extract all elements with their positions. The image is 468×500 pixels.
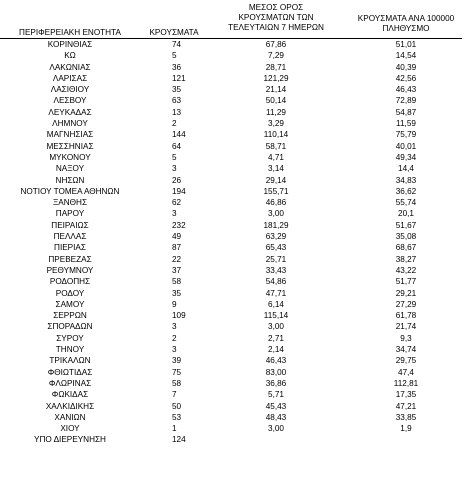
cell-region: ΝΗΣΩΝ bbox=[55, 175, 85, 185]
cell-region: ΡΟΔΟΥ bbox=[55, 288, 85, 298]
cell-cases: 144 bbox=[172, 130, 186, 140]
cell-avg7: 47,71 bbox=[265, 288, 287, 298]
table-row bbox=[0, 129, 468, 140]
cell-per100k: 112,81 bbox=[393, 378, 419, 388]
table-row bbox=[0, 355, 468, 366]
cell-region: ΣΠΟΡΑΔΩΝ bbox=[47, 322, 93, 332]
table-row bbox=[0, 50, 468, 61]
cell-cases: 5 bbox=[172, 51, 177, 61]
cell-cases: 3 bbox=[172, 209, 177, 219]
cell-per100k: 47,4 bbox=[398, 367, 414, 377]
cell-per100k: 17,35 bbox=[395, 390, 417, 400]
table-row bbox=[0, 389, 468, 400]
table-row bbox=[0, 321, 468, 332]
cell-avg7: 11,29 bbox=[266, 107, 286, 117]
cell-avg7: 3,29 bbox=[268, 119, 284, 129]
table-row bbox=[0, 152, 468, 163]
cell-cases: 58 bbox=[172, 277, 182, 287]
cell-per100k: 49,34 bbox=[395, 152, 417, 162]
header-avg7 bbox=[208, 3, 344, 33]
cell-region: ΜΥΚΟΝΟΥ bbox=[49, 152, 91, 162]
cell-per100k: 20,1 bbox=[398, 209, 414, 219]
cell-per100k: 75,79 bbox=[395, 130, 417, 140]
table-row bbox=[0, 265, 468, 276]
cell-region: ΦΛΩΡΙΝΑΣ bbox=[48, 378, 92, 388]
cell-avg7: 121,29 bbox=[263, 73, 289, 83]
cell-cases: 3 bbox=[172, 345, 177, 355]
cell-per100k: 11,59 bbox=[396, 119, 416, 129]
cell-per100k: 14,4 bbox=[398, 164, 414, 174]
header-cases: ΚΡΟΥΣΜΑΤΑ bbox=[149, 28, 199, 37]
table-row bbox=[0, 344, 468, 355]
cell-avg7: 3,00 bbox=[268, 424, 284, 434]
table-row bbox=[0, 242, 468, 253]
cell-cases: 7 bbox=[172, 390, 177, 400]
cell-cases: 64 bbox=[172, 141, 182, 151]
cell-per100k: 40,01 bbox=[395, 141, 417, 151]
cell-cases: 74 bbox=[172, 40, 182, 49]
cell-per100k: 34,83 bbox=[395, 175, 417, 185]
table-row bbox=[0, 118, 468, 129]
table-row bbox=[0, 423, 468, 434]
cell-cases: 9 bbox=[172, 299, 177, 309]
cell-cases: 36 bbox=[172, 62, 182, 72]
cell-avg7: 2,14 bbox=[268, 345, 284, 355]
cell-region: ΠΡΕΒΕΖΑΣ bbox=[48, 254, 92, 264]
cell-per100k: 34,74 bbox=[395, 345, 417, 355]
header-avg7-line3: ΤΕΛΕΥΤΑΙΩΝ 7 ΗΜΕΡΩΝ bbox=[228, 23, 324, 32]
cell-cases: 75 bbox=[172, 367, 182, 377]
table-row bbox=[0, 378, 468, 389]
cell-cases: 39 bbox=[172, 356, 182, 366]
cell-per100k: 29,21 bbox=[395, 288, 417, 298]
table-row bbox=[0, 310, 468, 321]
cell-cases: 13 bbox=[172, 107, 182, 117]
cell-cases: 53 bbox=[172, 412, 182, 422]
table-row bbox=[0, 175, 468, 186]
cell-per100k: 51,77 bbox=[395, 277, 417, 287]
cell-cases: 232 bbox=[172, 220, 186, 230]
cell-region: ΛΕΣΒΟΥ bbox=[53, 96, 87, 106]
table-row bbox=[0, 434, 468, 445]
cell-avg7: 54,86 bbox=[265, 277, 287, 287]
cell-avg7: 5,71 bbox=[268, 390, 284, 400]
table-row bbox=[0, 107, 468, 118]
cell-per100k: 27,29 bbox=[395, 299, 417, 309]
cell-per100k: 61,78 bbox=[395, 311, 417, 321]
table-row bbox=[0, 412, 468, 423]
cell-per100k: 35,08 bbox=[395, 232, 417, 242]
cell-avg7: 67,86 bbox=[265, 40, 287, 49]
cell-cases: 121 bbox=[172, 73, 186, 83]
table-row bbox=[0, 208, 468, 219]
table-row bbox=[0, 95, 468, 106]
table-row bbox=[0, 73, 468, 84]
cell-per100k: 9,3 bbox=[400, 333, 412, 343]
cell-avg7: 83,00 bbox=[265, 367, 287, 377]
cell-avg7: 2,71 bbox=[268, 333, 284, 343]
cell-region: ΛΕΥΚΑΔΑΣ bbox=[48, 107, 92, 117]
cell-avg7: 46,86 bbox=[265, 198, 287, 208]
cell-region: ΠΙΕΡΙΑΣ bbox=[54, 243, 86, 253]
cell-region: ΣΥΡΟΥ bbox=[56, 333, 84, 343]
table-row bbox=[0, 231, 468, 242]
cell-region: ΥΠΟ ΔΙΕΡΕΥΝΗΣΗ bbox=[34, 435, 106, 445]
header-region: ΠΕΡΙΦΕΡΕΙΑΚΗ ΕΝΟΤΗΤΑ bbox=[19, 28, 121, 37]
cell-avg7: 36,86 bbox=[265, 378, 287, 388]
cell-region: ΡΟΔΟΠΗΣ bbox=[49, 277, 91, 287]
cell-avg7: 28,71 bbox=[265, 62, 287, 72]
cell-per100k: 33,85 bbox=[395, 412, 417, 422]
table-row bbox=[0, 84, 468, 95]
cell-avg7: 63,29 bbox=[265, 232, 287, 242]
cell-per100k: 43,22 bbox=[395, 265, 417, 275]
table-row bbox=[0, 39, 468, 50]
cell-avg7: 7,29 bbox=[268, 51, 284, 61]
cell-region: ΝΑΞΟΥ bbox=[55, 164, 85, 174]
cell-cases: 49 bbox=[172, 232, 182, 242]
cell-per100k: 36,62 bbox=[395, 186, 417, 196]
cell-region: ΜΑΓΝΗΣΙΑΣ bbox=[46, 130, 94, 140]
cell-per100k: 55,74 bbox=[395, 198, 417, 208]
cell-per100k: 40,39 bbox=[395, 62, 417, 72]
cell-avg7 bbox=[208, 434, 344, 445]
cell-region: ΚΩ bbox=[64, 51, 76, 61]
cell-avg7: 6,14 bbox=[268, 299, 284, 309]
cell-region: ΦΘΙΩΤΙΔΑΣ bbox=[47, 367, 93, 377]
cell-cases: 35 bbox=[172, 85, 182, 95]
cell-avg7: 48,43 bbox=[265, 412, 287, 422]
header-per100k-line2: ΠΛΗΘΥΣΜΟ bbox=[382, 24, 430, 33]
table-row bbox=[0, 62, 468, 73]
table-body bbox=[0, 39, 468, 446]
cell-cases: 2 bbox=[172, 119, 177, 129]
cell-avg7: 110,14 bbox=[263, 130, 289, 140]
cell-per100k: 38,27 bbox=[395, 254, 417, 264]
cell-avg7: 45,43 bbox=[265, 401, 287, 411]
cell-region: ΠΕΛΛΑΣ bbox=[53, 232, 87, 242]
table-row bbox=[0, 186, 468, 197]
cell-avg7: 33,43 bbox=[265, 265, 287, 275]
cell-per100k: 68,67 bbox=[395, 243, 417, 253]
table-row bbox=[0, 299, 468, 310]
cell-cases: 109 bbox=[172, 311, 186, 321]
header-avg7-line2: ΚΡΟΥΣΜΑΤΩΝ ΤΩΝ bbox=[238, 13, 314, 22]
table-row bbox=[0, 141, 468, 152]
cell-region: ΞΑΝΘΗΣ bbox=[52, 198, 88, 208]
cell-cases: 58 bbox=[172, 378, 182, 388]
cell-per100k: 42,56 bbox=[395, 73, 417, 83]
header-avg7-line1: ΜΕΣΟΣ ΟΡΟΣ bbox=[248, 3, 304, 12]
table-row bbox=[0, 197, 468, 208]
cell-region: ΝΟΤΙΟΥ ΤΟΜΕΑ ΑΘΗΝΩΝ bbox=[20, 186, 120, 196]
table-row bbox=[0, 401, 468, 412]
cell-per100k: 51,67 bbox=[395, 220, 417, 230]
cell-region: ΚΟΡΙΝΘΙΑΣ bbox=[47, 40, 93, 49]
cell-region: ΧΙΟΥ bbox=[60, 424, 80, 434]
cell-cases: 63 bbox=[172, 96, 182, 106]
cell-region: ΠΕΙΡΑΙΩΣ bbox=[51, 220, 89, 230]
cell-avg7: 181,29 bbox=[263, 220, 289, 230]
cell-per100k: 46,43 bbox=[395, 85, 417, 95]
cell-avg7: 3,14 bbox=[268, 164, 284, 174]
cell-per100k: 51,01 bbox=[395, 40, 417, 49]
table-row bbox=[0, 333, 468, 344]
cell-region: ΣΕΡΡΩΝ bbox=[53, 311, 87, 321]
cell-avg7: 25,71 bbox=[265, 254, 287, 264]
cell-avg7: 3,00 bbox=[268, 322, 284, 332]
cell-avg7: 155,71 bbox=[263, 186, 289, 196]
cell-region: ΛΑΣΙΘΙΟΥ bbox=[50, 85, 90, 95]
cell-per100k: 72,89 bbox=[395, 96, 417, 106]
cell-region: ΦΩΚΙΔΑΣ bbox=[51, 390, 89, 400]
cell-region: ΛΗΜΝΟΥ bbox=[52, 119, 88, 129]
table-row bbox=[0, 163, 468, 174]
cell-cases: 62 bbox=[172, 198, 182, 208]
cell-region: ΤΡΙΚΑΛΩΝ bbox=[49, 356, 91, 366]
cell-avg7: 65,43 bbox=[265, 243, 287, 253]
cell-cases: 87 bbox=[172, 243, 182, 253]
cell-region: ΧΑΝΙΩΝ bbox=[54, 412, 86, 422]
cell-per100k: 1,9 bbox=[400, 424, 412, 434]
cell-cases: 26 bbox=[172, 175, 182, 185]
cell-region: ΡΕΘΥΜΝΟΥ bbox=[46, 265, 94, 275]
cell-cases: 2 bbox=[172, 333, 177, 343]
cell-region: ΤΗΝΟΥ bbox=[55, 345, 85, 355]
cell-avg7: 21,14 bbox=[265, 85, 287, 95]
cell-avg7: 50,14 bbox=[265, 96, 287, 106]
cell-avg7: 46,43 bbox=[265, 356, 287, 366]
cell-cases: 1 bbox=[172, 424, 177, 434]
header-per100k bbox=[344, 14, 468, 34]
cell-region: ΣΑΜΟΥ bbox=[55, 299, 85, 309]
cell-cases: 22 bbox=[172, 254, 182, 264]
cell-region: ΧΑΛΚΙΔΙΚΗΣ bbox=[45, 401, 95, 411]
cell-region: ΛΑΚΩΝΙΑΣ bbox=[49, 62, 91, 72]
cell-cases: 50 bbox=[172, 401, 182, 411]
cell-cases: 3 bbox=[172, 164, 177, 174]
cell-cases: 5 bbox=[172, 152, 177, 162]
cell-avg7: 115,14 bbox=[263, 311, 289, 321]
cell-cases: 37 bbox=[172, 265, 182, 275]
cell-cases: 124 bbox=[172, 435, 186, 445]
table-row bbox=[0, 367, 468, 378]
cell-avg7: 3,00 bbox=[268, 209, 284, 219]
table-header bbox=[0, 0, 468, 40]
table-row bbox=[0, 276, 468, 287]
cell-region: ΠΑΡΟΥ bbox=[55, 209, 85, 219]
table-row bbox=[0, 220, 468, 231]
cell-avg7: 58,71 bbox=[265, 141, 287, 151]
cell-per100k: 54,87 bbox=[395, 107, 417, 117]
cell-avg7: 29,14 bbox=[265, 175, 287, 185]
cell-avg7: 4,71 bbox=[268, 152, 284, 162]
cell-per100k: 14,54 bbox=[395, 51, 417, 61]
table-row bbox=[0, 288, 468, 299]
table-row bbox=[0, 254, 468, 265]
header-per100k-line1: ΚΡΟΥΣΜΑΤΑ ΑΝΑ 100000 bbox=[357, 14, 455, 23]
cell-region: ΛΑΡΙΣΑΣ bbox=[52, 73, 88, 83]
cell-cases: 35 bbox=[172, 288, 182, 298]
cell-per100k bbox=[344, 434, 468, 445]
cell-per100k: 29,75 bbox=[395, 356, 417, 366]
cell-per100k: 47,21 bbox=[395, 401, 417, 411]
cell-cases: 3 bbox=[172, 322, 177, 332]
cell-cases: 194 bbox=[172, 186, 186, 196]
cell-region: ΜΕΣΣΗΝΙΑΣ bbox=[46, 141, 94, 151]
cell-per100k: 21,74 bbox=[395, 322, 417, 332]
